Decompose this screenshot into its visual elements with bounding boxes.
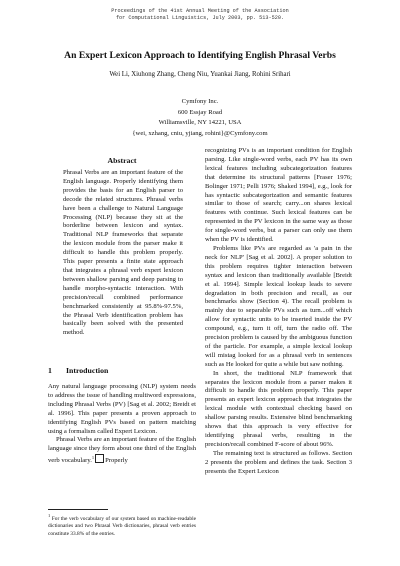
footnote-text: For the verb vocabulary of our system based on machine-readable dictionaries and two Phrasal Verb dictionaries, phrasal verb entries constitute 33.8% of the entries. (48, 515, 196, 537)
section-number: 1 (48, 366, 52, 375)
cursor-box-icon (95, 454, 104, 463)
affiliation-city: Williamsville, NY 14221, USA (158, 119, 242, 126)
section-heading-introduction (48, 366, 196, 375)
abstract-body (63, 169, 183, 338)
intro-paragraph-1: Any natural language processing (NLP) system needs to address the issue of handling multiword expressions, including Phrasal Verbs (PV) [Sag et al. 2002; Breidt et al. 1996]. This paper presents a proven approach to identifying English PVs based on pattern matching using a formalism called Expert Lexicon. (48, 383, 196, 435)
affiliation-emails: {wei, xzhang, cniu, yjiang, rohini}@Cymfony.com (132, 129, 268, 137)
introduction-body (48, 383, 196, 466)
affiliation-org: Cymfony Inc. (181, 98, 219, 105)
proceedings-header (0, 8, 400, 22)
intro-paragraph-2 (48, 436, 196, 466)
intro-paragraph-2-text: Phrasal Verbs are an important feature of the English language since they form about one third of the English verb vocabulary. (48, 436, 196, 465)
header-line-2: for Computational Linguistics, July 2003, pp. 513-520. (115, 15, 285, 21)
section-title: Introduction (66, 366, 109, 375)
affiliation-street: 600 Essjay Road (177, 108, 223, 116)
affiliation-block (0, 97, 400, 139)
header-line-1: Proceedings of the 41st Annual Meeting of the Association (111, 8, 289, 14)
footnote-divider (48, 509, 108, 510)
footnote-ref: 1 (91, 455, 95, 461)
right-paragraph-3: In short, the traditional NLP framework that separates the lexicon module from a parser makes it difficult to handle this problem properly. This paper presents an expert lexicon approach that integrates the lexical module with contextual checking based on shallow parsing results. Extensive blind benchmarking shows that this approach is very effective for identifying phrasal verbs, resulting in the precision/recall combined F-score of about 96%. (205, 369, 352, 448)
footnote (48, 512, 196, 538)
intro-paragraph-2-tail: Properly (105, 457, 128, 465)
abstract-heading: Abstract (107, 156, 137, 165)
right-paragraph-4: The remaining text is structured as follows. Section 2 presents the problem and defines the task. Section 3 presents the Expert Lexicon (205, 449, 352, 475)
right-paragraph-1: recognizing PVs is an important condition for English parsing. Like single-word verbs, each PV has its own lexical features including subcategorization features that determine its structural patterns [Fraser 1976; Bolinger 1971; Pelli 1976; Shaked 1994], e.g., look for has syntactic subcategorization and semantic features similar to those of search; carry...on shares lexical features with continue. Such lexical features can be represented in the PV lexicon in the same way as those for single-word verbs, but a parser can only use them when the PV is identified. (205, 147, 352, 244)
right-paragraph-2: Problems like PVs are regarded as 'a pain in the neck for NLP' [Sag et al. 2002]. A proper solution to this problem requires tighter interaction between syntax and lexicon than traditionally available [Breidt et al. 1994]. Simple lexical lookup leads to severe degradation in both precision and recall, as our benchmarks show (Section 4). The recall problem is mainly due to separable PVs such as turn...off which allow for syntactic units to be inserted inside the PV compound, e.g., turn it off, turn the radio off. The precision problem is caused by the ambiguous function of the particle. For example, a simple lexical lookup will mistag looked for as a phrasal verb in sentences such as He looked for quite a while but saw nothing. (205, 244, 352, 368)
right-column-body (205, 147, 352, 477)
footnote-mark: 1 (48, 513, 51, 518)
abstract-text: Phrasal Verbs are an important feature of the English language. Properly identifying them provides the basis for an English parser to decode the related structures. Phrasal verbs have been a challenge to Natural Language Processing (NLP) because they sit at the borderline between lexicon and syntax. Traditional NLP frameworks that separate the lexicon module from the parser make it difficult to handle this problem properly. This paper presents a finite state approach that integrates a phrasal verb expert lexicon between shallow parsing and deep parsing to handle morpho-syntactic interaction. With precision/recall combined performance benchmarked consistently at 95.8%-97.5%, the Phrasal Verb identification problem has basically been solved with the presented method. (63, 169, 183, 337)
paper-title: An Expert Lexicon Approach to Identifying English Phrasal Verbs (64, 50, 336, 61)
author-list: Wei Li, Xiuhong Zhang, Cheng Niu, Yuankai Jiang, Rohini Srihari (109, 71, 291, 78)
